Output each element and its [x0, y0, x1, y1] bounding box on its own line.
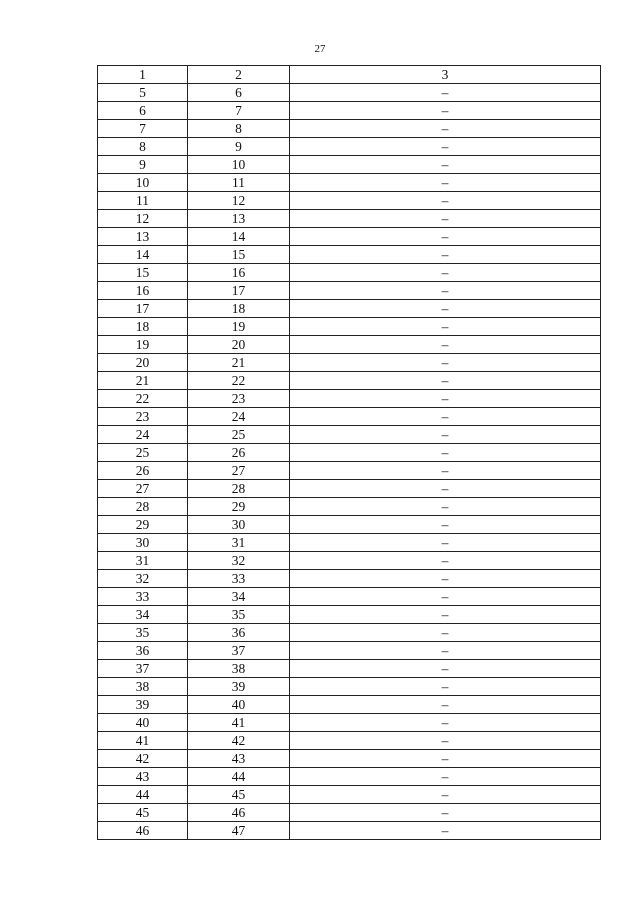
table-cell-col1: 31: [98, 552, 188, 570]
table-cell-col2: 39: [188, 678, 290, 696]
table-cell-col3: –: [290, 84, 601, 102]
table-cell-col3: –: [290, 588, 601, 606]
table-cell-col3: –: [290, 624, 601, 642]
table-row: [98, 534, 601, 552]
table-row: [98, 84, 601, 102]
table-cell-col1: 34: [98, 606, 188, 624]
table-cell-col1: 7: [98, 120, 188, 138]
table-cell-col1: 35: [98, 624, 188, 642]
table-cell-col2: 23: [188, 390, 290, 408]
table-cell-col1: 32: [98, 570, 188, 588]
table-cell-col1: 15: [98, 264, 188, 282]
table-row: [98, 750, 601, 768]
table-cell-col2: 47: [188, 822, 290, 840]
table-cell-col1: 23: [98, 408, 188, 426]
table-cell-col2: 21: [188, 354, 290, 372]
table-row: [98, 174, 601, 192]
table-cell-col3: –: [290, 444, 601, 462]
table-row: [98, 768, 601, 786]
table-cell-col2: 34: [188, 588, 290, 606]
table-cell-col3: –: [290, 426, 601, 444]
table-cell-col3: –: [290, 786, 601, 804]
table-cell-col1: 27: [98, 480, 188, 498]
column-header-3: 3: [290, 66, 601, 84]
table-cell-col2: 37: [188, 642, 290, 660]
table-row: [98, 102, 601, 120]
table-row: [98, 804, 601, 822]
table-row: [98, 282, 601, 300]
table-cell-col3: –: [290, 660, 601, 678]
table-cell-col1: 14: [98, 246, 188, 264]
table-cell-col3: –: [290, 516, 601, 534]
table-cell-col1: 17: [98, 300, 188, 318]
table-row: [98, 786, 601, 804]
table-cell-col2: 29: [188, 498, 290, 516]
page-number: 27: [314, 43, 326, 55]
table-row: [98, 552, 601, 570]
table-cell-col3: –: [290, 804, 601, 822]
table-cell-col1: 41: [98, 732, 188, 750]
table-cell-col1: 30: [98, 534, 188, 552]
column-header-2: 2: [188, 66, 290, 84]
table-cell-col3: –: [290, 300, 601, 318]
table-cell-col2: 30: [188, 516, 290, 534]
table-cell-col1: 12: [98, 210, 188, 228]
table-cell-col1: 28: [98, 498, 188, 516]
table-cell-col2: 45: [188, 786, 290, 804]
table-cell-col3: –: [290, 246, 601, 264]
table-cell-col2: 11: [188, 174, 290, 192]
table-cell-col3: –: [290, 570, 601, 588]
table-cell-col3: –: [290, 336, 601, 354]
table-cell-col2: 31: [188, 534, 290, 552]
table-row: [98, 336, 601, 354]
table-cell-col3: –: [290, 120, 601, 138]
table-cell-col1: 24: [98, 426, 188, 444]
table-cell-col1: 26: [98, 462, 188, 480]
table-row: [98, 714, 601, 732]
table-cell-col3: –: [290, 480, 601, 498]
table-row: [98, 696, 601, 714]
table-cell-col3: –: [290, 498, 601, 516]
table-cell-col3: –: [290, 768, 601, 786]
table-cell-col1: 19: [98, 336, 188, 354]
table-cell-col2: 22: [188, 372, 290, 390]
table-cell-col1: 42: [98, 750, 188, 768]
table-cell-col1: 18: [98, 318, 188, 336]
table-cell-col2: 36: [188, 624, 290, 642]
table-row: [98, 390, 601, 408]
table-cell-col1: 16: [98, 282, 188, 300]
table-cell-col3: –: [290, 408, 601, 426]
table-row: [98, 408, 601, 426]
table-row: [98, 462, 601, 480]
table-cell-col2: 46: [188, 804, 290, 822]
table-cell-col3: –: [290, 606, 601, 624]
table-row: [98, 732, 601, 750]
table-header-row: [98, 66, 601, 84]
table-cell-col3: –: [290, 354, 601, 372]
table-cell-col2: 14: [188, 228, 290, 246]
table-cell-col2: 17: [188, 282, 290, 300]
table-cell-col2: 12: [188, 192, 290, 210]
table-cell-col1: 46: [98, 822, 188, 840]
table-cell-col2: 40: [188, 696, 290, 714]
table-row: [98, 570, 601, 588]
table-cell-col2: 7: [188, 102, 290, 120]
table-cell-col1: 11: [98, 192, 188, 210]
table-cell-col2: 42: [188, 732, 290, 750]
table-cell-col3: –: [290, 102, 601, 120]
table-cell-col1: 43: [98, 768, 188, 786]
table-cell-col1: 5: [98, 84, 188, 102]
table-row: [98, 606, 601, 624]
table-cell-col3: –: [290, 228, 601, 246]
table-row: [98, 138, 601, 156]
table-cell-col2: 28: [188, 480, 290, 498]
table-row: [98, 426, 601, 444]
table-cell-col1: 25: [98, 444, 188, 462]
table-row: [98, 588, 601, 606]
column-header-1: 1: [98, 66, 188, 84]
table-row: [98, 678, 601, 696]
table-row: [98, 660, 601, 678]
table-row: [98, 480, 601, 498]
table-cell-col2: 44: [188, 768, 290, 786]
table-cell-col3: –: [290, 282, 601, 300]
table-cell-col2: 27: [188, 462, 290, 480]
table-row: [98, 498, 601, 516]
table-cell-col2: 24: [188, 408, 290, 426]
table-cell-col3: –: [290, 372, 601, 390]
table-cell-col3: –: [290, 264, 601, 282]
table-row: [98, 156, 601, 174]
table-cell-col1: 22: [98, 390, 188, 408]
table-cell-col2: 25: [188, 426, 290, 444]
table-cell-col3: –: [290, 642, 601, 660]
table-row: [98, 264, 601, 282]
table-cell-col1: 44: [98, 786, 188, 804]
table-cell-col3: –: [290, 552, 601, 570]
table-cell-col1: 39: [98, 696, 188, 714]
table-cell-col1: 40: [98, 714, 188, 732]
table-cell-col1: 8: [98, 138, 188, 156]
table-cell-col1: 21: [98, 372, 188, 390]
table-row: [98, 192, 601, 210]
table-cell-col2: 13: [188, 210, 290, 228]
table-cell-col2: 9: [188, 138, 290, 156]
table-cell-col1: 29: [98, 516, 188, 534]
table-row: [98, 300, 601, 318]
table-cell-col2: 38: [188, 660, 290, 678]
table-cell-col2: 43: [188, 750, 290, 768]
table-cell-col1: 38: [98, 678, 188, 696]
table-cell-col3: –: [290, 696, 601, 714]
table-cell-col3: –: [290, 732, 601, 750]
table-cell-col2: 19: [188, 318, 290, 336]
table-row: [98, 210, 601, 228]
table-row: [98, 372, 601, 390]
table-cell-col1: 6: [98, 102, 188, 120]
table-cell-col1: 10: [98, 174, 188, 192]
table-cell-col3: –: [290, 534, 601, 552]
table-cell-col3: –: [290, 822, 601, 840]
table-cell-col2: 16: [188, 264, 290, 282]
table-cell-col3: –: [290, 156, 601, 174]
table-cell-col3: –: [290, 210, 601, 228]
table-cell-col1: 45: [98, 804, 188, 822]
table-row: [98, 624, 601, 642]
table-cell-col2: 10: [188, 156, 290, 174]
table-row: [98, 444, 601, 462]
table-cell-col2: 41: [188, 714, 290, 732]
table-cell-col3: –: [290, 192, 601, 210]
table-row: [98, 822, 601, 840]
table-body: [98, 66, 601, 840]
table-cell-col1: 33: [98, 588, 188, 606]
table-cell-col1: 20: [98, 354, 188, 372]
table-cell-col3: –: [290, 174, 601, 192]
table-row: [98, 516, 601, 534]
table-cell-col1: 36: [98, 642, 188, 660]
table-cell-col3: –: [290, 318, 601, 336]
table-cell-col2: 8: [188, 120, 290, 138]
table-cell-col2: 6: [188, 84, 290, 102]
table-cell-col1: 37: [98, 660, 188, 678]
table-cell-col3: –: [290, 390, 601, 408]
table-row: [98, 228, 601, 246]
table-row: [98, 642, 601, 660]
table-cell-col2: 15: [188, 246, 290, 264]
table-cell-col2: 18: [188, 300, 290, 318]
table-cell-col2: 32: [188, 552, 290, 570]
table-cell-col2: 35: [188, 606, 290, 624]
table-cell-col3: –: [290, 138, 601, 156]
table-row: [98, 318, 601, 336]
table-cell-col3: –: [290, 462, 601, 480]
table-row: [98, 246, 601, 264]
table-cell-col2: 20: [188, 336, 290, 354]
table-cell-col3: –: [290, 714, 601, 732]
table-row: [98, 120, 601, 138]
table-cell-col3: –: [290, 750, 601, 768]
table-row: [98, 354, 601, 372]
table-cell-col1: 13: [98, 228, 188, 246]
table-cell-col1: 9: [98, 156, 188, 174]
table-cell-col2: 33: [188, 570, 290, 588]
data-table: [97, 65, 601, 840]
table-cell-col3: –: [290, 678, 601, 696]
table-cell-col2: 26: [188, 444, 290, 462]
